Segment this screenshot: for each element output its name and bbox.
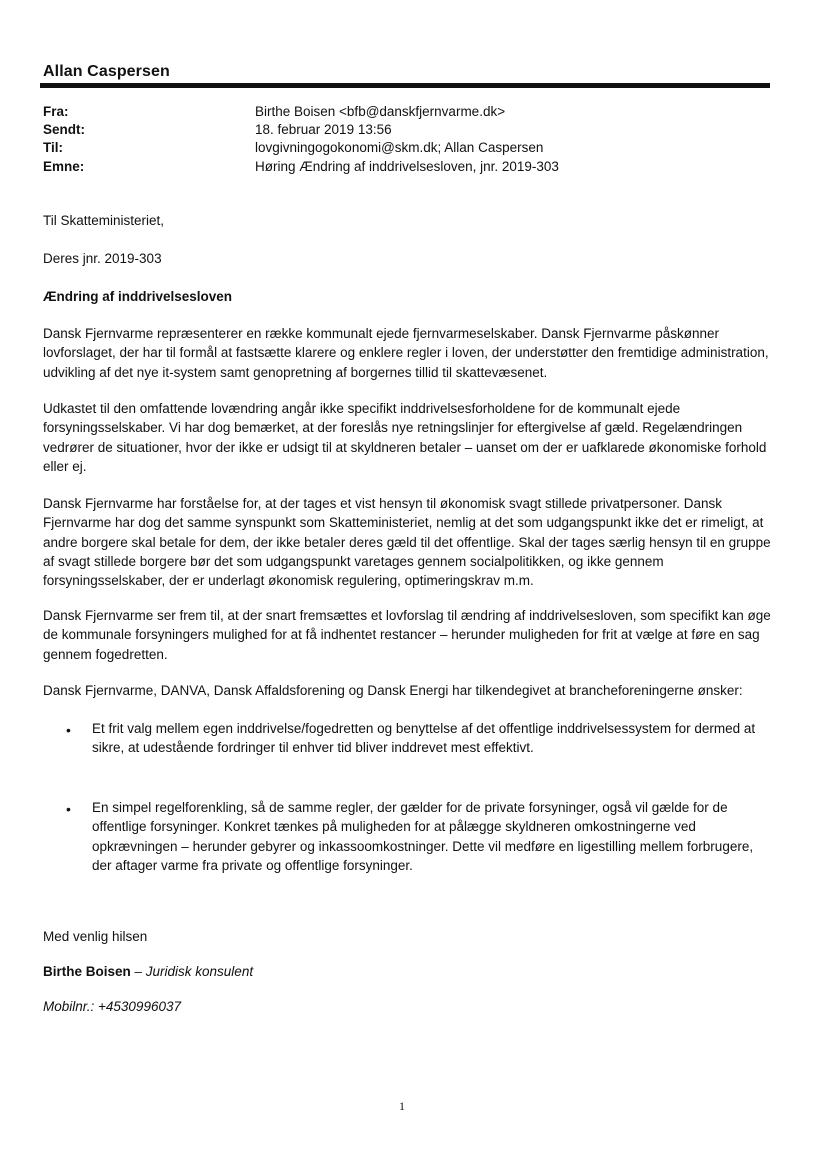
signature-mobile: Mobilnr.: +4530996037 <box>43 999 181 1014</box>
bullet-marker: • <box>66 801 71 817</box>
signature-title: – Juridisk konsulent <box>130 964 254 979</box>
closing: Med venlig hilsen <box>43 929 148 944</box>
paragraph-associations: Dansk Fjernvarme, DANVA, Dansk Affaldsforening og Dansk Energi har tilkendegivet at brancheforeningerne ønsker: <box>43 683 743 698</box>
meta-label-subject: Emne: <box>43 159 85 174</box>
bullet-item: Et frit valg mellem egen inddrivelse/fogedretten og benyttelse af det offentlige inddrivelsessystem for dermed at sikre, at udestående fordringer til enhver tid bliver inddrevet mest effektivt. <box>92 721 756 756</box>
page-number: 1 <box>399 1099 405 1113</box>
paragraph-intro: Dansk Fjernvarme repræsenterer en række kommunalt ejede fjernvarmeselskaber. Dansk Fjernvarme påskønner lovforslaget, der har til formål at fastsætte klarere og enklere regler i loven, der understøtter den fremtidige administration, udvikling af det nye it-system samt genopretning af borgernes tillid til skattevæsenet. <box>43 326 769 380</box>
header-rule <box>40 83 770 88</box>
meta-value-to: lovgivningogokonomi@skm.dk; Allan Caspersen <box>255 140 544 155</box>
signature-name: Birthe Boisen <box>43 964 131 979</box>
meta-label-to: Til: <box>43 140 63 155</box>
bullet-marker: • <box>66 722 71 738</box>
bullet-item: En simpel regelforenkling, så de samme regler, der gælder for de private forsyninger, også vil gælde for de offentlige forsyninger. Konkret tænkes på muligheden for at pålægge skyldneren omkostningerne ved opkrævningen – herunder gebyrer og inkassoomkostninger. Dette vil medføre en ligestilling mellem forbrugere, der aftager varme fra private og offentlige forsyninger. <box>92 800 754 873</box>
meta-value-subject: Høring Ændring af inddrivelsesloven, jnr. 2019-303 <box>255 159 559 174</box>
meta-label-from: Fra: <box>43 104 69 119</box>
salutation: Til Skatteministeriet, <box>43 213 165 228</box>
meta-value-sent: 18. februar 2019 13:56 <box>255 122 392 137</box>
sender-name: Allan Caspersen <box>43 63 170 80</box>
meta-value-from: Birthe Boisen <bfb@danskfjernvarme.dk> <box>255 104 506 119</box>
paragraph-understanding: Dansk Fjernvarme har forståelse for, at der tages et vist hensyn til økonomisk svagt stillede privatpersoner. Dansk Fjernvarme har dog det samme synspunkt som Skatteministeriet, nemlig at det som udgangspunkt ikke det er rimeligt, at andre borgere skal betale for dem, der ikke betaler deres gæld til det offentlige. Skal der tages særlig hensyn til en gruppe af svagt stillede borgere bør det som udgangspunkt varetages gennem socialpolitikken, og ikke gennem forsyningsselskaber, der er underlagt økonomisk regulering, optimeringskrav m.m. <box>43 496 771 589</box>
paragraph-draft: Udkastet til den omfattende lovændring angår ikke specifikt inddrivelsesforholdene for de kommunalt ejede forsyningsselskaber. Vi har dog bemærket, at der foreslås nye retningslinjer for eftergivelse af gæld. Regelændringen vedrører de situationer, hvor der ikke er udsigt til at skyldneren betaler – uanset om der er uafklarede økonomiske forhold eller ej. <box>43 401 767 474</box>
meta-label-sent: Sendt: <box>43 122 85 137</box>
signature-line <box>43 963 253 981</box>
paragraph-outlook: Dansk Fjernvarme ser frem til, at der snart fremsættes et lovforslag til ændring af inddrivelsesloven, som specifikt kan øge de kommunale forsyningers mulighed for at få indhentet restancer – herunder muligheden for frit at vælge at føre en sag gennem fogedretten. <box>43 608 771 662</box>
section-heading: Ændring af inddrivelsesloven <box>43 289 233 304</box>
reference: Deres jnr. 2019-303 <box>43 251 162 266</box>
